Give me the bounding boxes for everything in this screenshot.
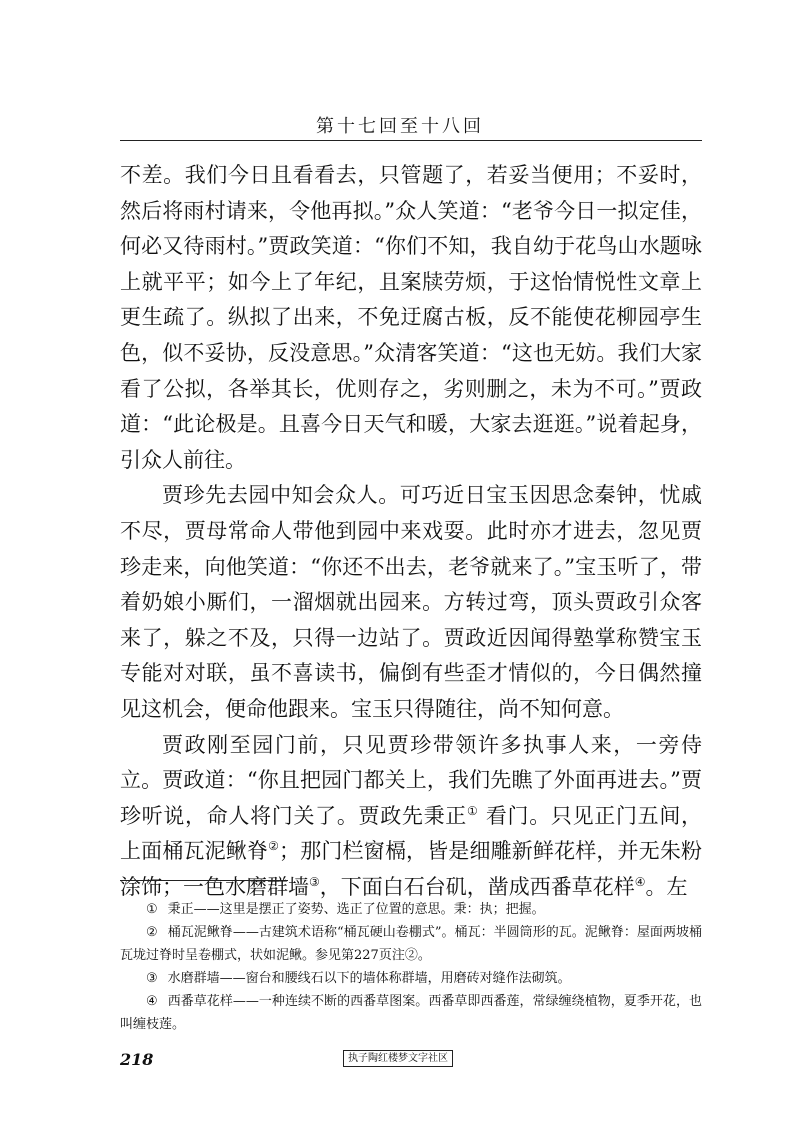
paragraph-3 xyxy=(120,728,702,906)
footnote-ref-1[interactable]: ① xyxy=(467,803,479,818)
paragraph-3-text: ，下面白石台矶，凿成西番草花样 xyxy=(319,874,635,899)
footnote-text: 水磨群墙——窗台和腰线石以下的墙体称群墙，用磨砖对缝作法砌筑。 xyxy=(167,971,571,986)
footnote-text: 西番草花样——一种连续不断的西番草图案。西番草即西番莲，常绿缠绕植物，夏季开花，也叫缠枝莲。 xyxy=(120,994,702,1032)
paragraph-2 xyxy=(120,478,702,727)
paragraph-3-text: 看门。只见正门五间，上面桶瓦泥鳅脊 xyxy=(120,803,703,864)
paragraph-1 xyxy=(120,158,702,478)
footnote-text: 桶瓦泥鳅脊——古建筑术语称“桶瓦硬山卷棚式”。桶瓦：半圆筒形的瓦。泥鳅脊：屋面两坡桶瓦垅过脊时呈卷棚式，状如泥鳅。参见第227页注②。 xyxy=(120,925,703,963)
footnote-1 xyxy=(120,898,702,921)
footnote-ref-3[interactable]: ③ xyxy=(309,874,320,889)
running-header: 第十七回至十八回 xyxy=(316,116,484,137)
footnote-marker: ② xyxy=(146,925,158,940)
paragraph-3-text: ；那门栏窗槅，皆是细雕新鲜花样，并无朱粉涂饰；一色水磨群墙 xyxy=(120,839,703,899)
paragraph-2-text: 贾珍先去园中知会众人。可巧近日宝玉因思念秦钟，忧戚不尽，贾母常命人带他到园中来戏耍。此时亦才进去，忽见贾珍走来，向他笑道：“你还不出去，老爷就来了。”宝玉听了，带着奶娘小厮们，一溜烟就出园来。方转过弯，顶头贾政引众客来了，躲之不及，只得一边站了。贾政近因闻得塾掌称赞宝玉专能对对联，虽不喜读书，偏倒有些歪才情似的，今日偶然撞见这机会，便命他跟来。宝玉只得随往，尚不知何意。 xyxy=(120,483,702,721)
footnote-marker: ③ xyxy=(146,971,158,986)
footnote-text: 秉正——这里是摆正了姿势、选正了位置的意思。秉：执；把握。 xyxy=(167,902,545,917)
footnote-ref-2[interactable]: ② xyxy=(268,839,280,854)
footnotes xyxy=(120,898,702,1036)
paragraph-3-text: 。左 xyxy=(645,874,688,899)
footnote-ref-4[interactable]: ④ xyxy=(634,874,646,889)
footnote-divider xyxy=(120,880,288,881)
header-divider xyxy=(120,140,702,141)
footnote-4 xyxy=(120,990,702,1036)
footnote-3 xyxy=(120,967,702,990)
page-number: 218 xyxy=(120,1050,154,1069)
footnote-marker: ④ xyxy=(146,994,158,1009)
paragraph-3-text: 贾政刚至园门前，只见贾珍带领许多执事人来，一旁侍立。贾政道：“你且把园门都关上，我们先瞧了外面再进去。”贾珍听说，命人将门关了。贾政先秉正 xyxy=(120,732,702,828)
paragraph-1-text: 不差。我们今日且看看去，只管题了，若妥当便用；不妥时，然后将雨村请来，令他再拟。”众人笑道：“老爷今日一拟定佳，何必又待雨村。”贾政笑道：“你们不知，我自幼于花鸟山水题咏上就平平；如今上了年纪，且案牍劳烦，于这怡情悦性文章上更生疏了。纵拟了出来，不免迂腐古板，反不能使花柳园亭生色，似不妥协，反没意思。”众清客笑道：“这也无妨。我们大家看了公拟，各举其长，优则存之，劣则删之，未为不可。”贾政道：“此论极是。且喜今日天气和暖，大家去逛逛。”说着起身，引众人前往。 xyxy=(120,163,702,472)
watermark-stamp: 执子陶红楼梦文字社区 xyxy=(343,1050,453,1067)
main-text xyxy=(120,158,702,905)
footnote-marker: ① xyxy=(146,902,158,917)
footnote-2 xyxy=(120,921,702,967)
